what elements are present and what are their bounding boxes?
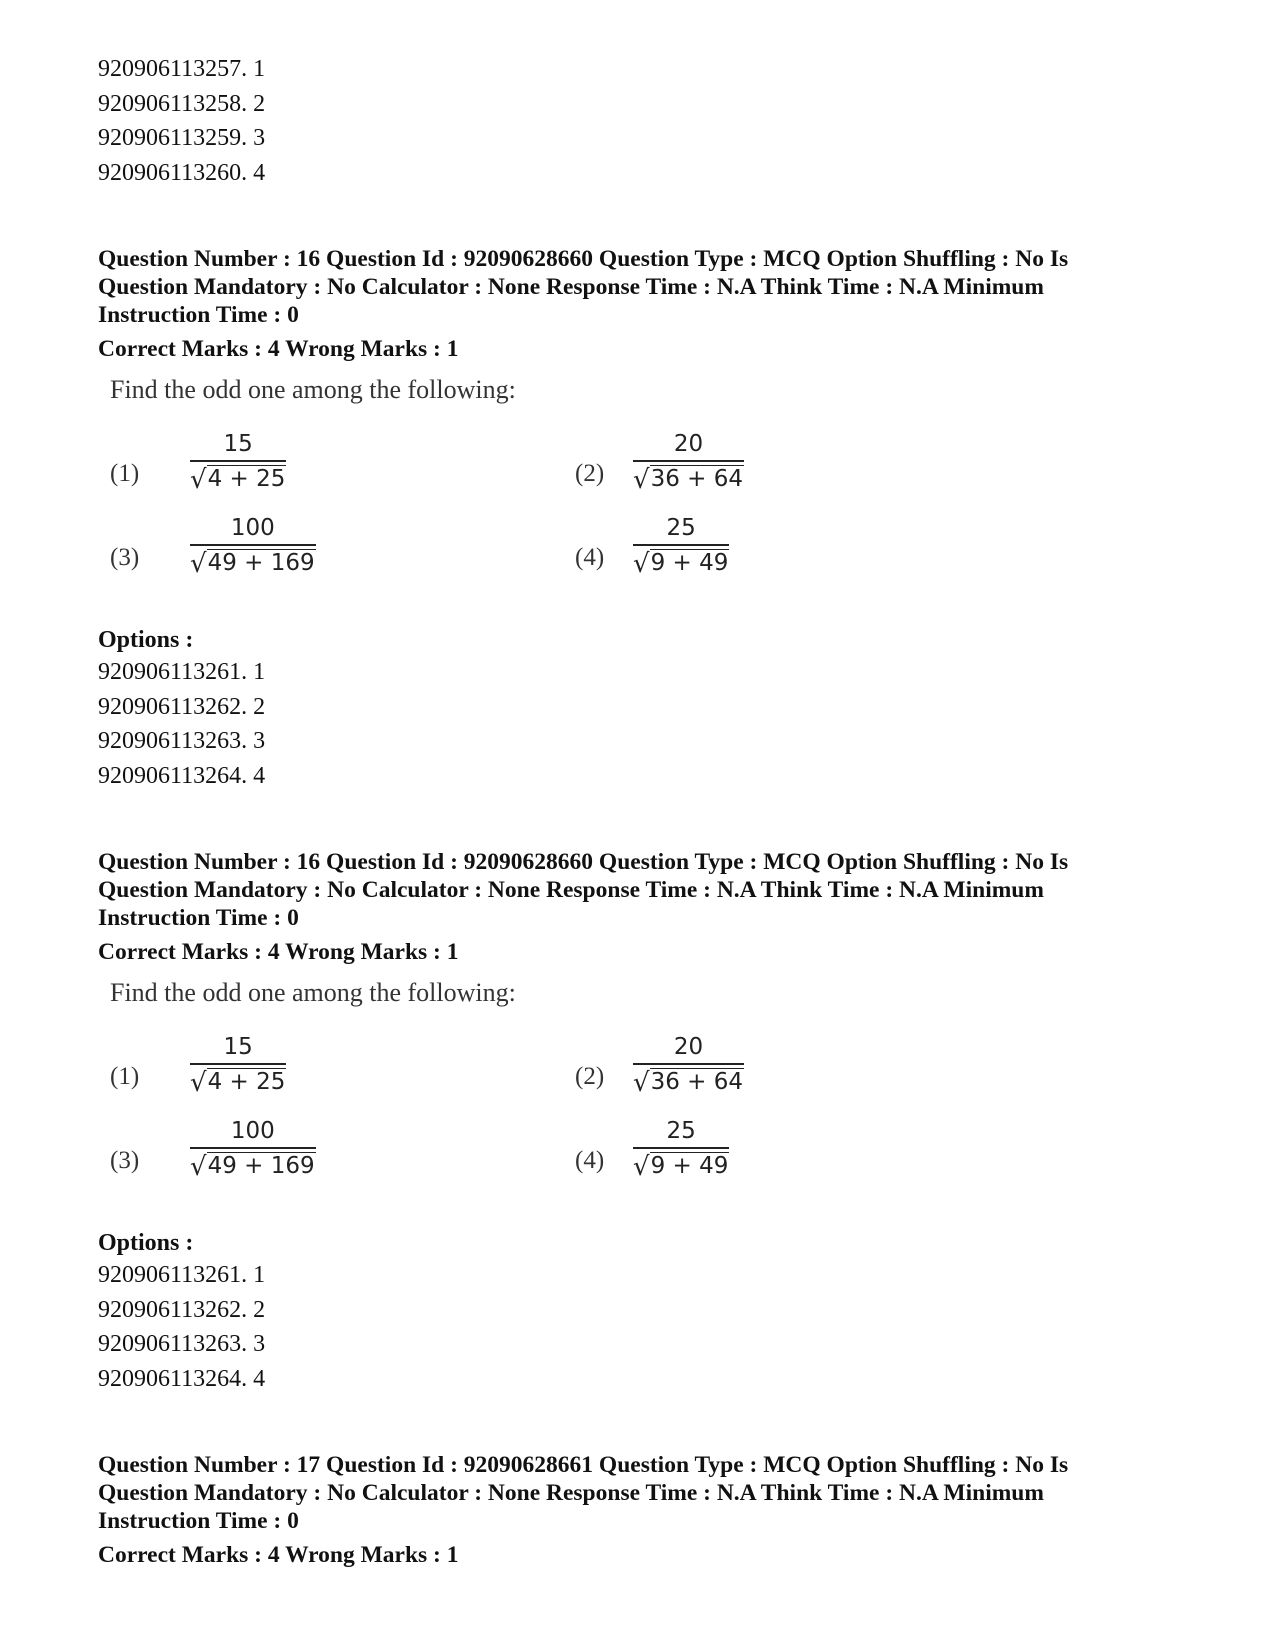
option-line: 920906113260. 4 bbox=[98, 159, 266, 186]
choice-number: (2) bbox=[575, 460, 605, 487]
choice-number: (4) bbox=[575, 544, 605, 571]
sqrt-icon: √ bbox=[190, 549, 207, 579]
question-header-line: Instruction Time : 0 bbox=[98, 1508, 299, 1534]
fraction bbox=[190, 1117, 316, 1181]
radicand: 36 + 64 bbox=[650, 466, 744, 492]
choice-number: (1) bbox=[110, 460, 140, 487]
question-header-line: Instruction Time : 0 bbox=[98, 905, 299, 931]
question-header-line: Question Number : 16 Question Id : 92090628660 Question Type : MCQ Option Shuffling : No Is bbox=[98, 849, 1069, 875]
radicand: 4 + 25 bbox=[207, 1069, 286, 1095]
choice-number: (4) bbox=[575, 1147, 605, 1174]
marks-line: Correct Marks : 4 Wrong Marks : 1 bbox=[98, 336, 459, 362]
previous-options-list bbox=[98, 52, 1178, 190]
choice-number: (2) bbox=[575, 1063, 605, 1090]
option-line: 920906113262. 2 bbox=[98, 1296, 266, 1323]
numerator: 20 bbox=[673, 1034, 704, 1060]
option-line: 920906113262. 2 bbox=[98, 693, 266, 720]
numerator: 15 bbox=[223, 1034, 253, 1060]
option-line: 920906113264. 4 bbox=[98, 762, 266, 789]
fraction bbox=[633, 430, 744, 494]
sqrt-icon: √ bbox=[190, 1152, 207, 1182]
marks-line: Correct Marks : 4 Wrong Marks : 1 bbox=[98, 1542, 459, 1568]
marks-line: Correct Marks : 4 Wrong Marks : 1 bbox=[98, 939, 459, 965]
fraction bbox=[633, 1117, 729, 1181]
sqrt-icon: √ bbox=[633, 1152, 650, 1182]
radicand: 36 + 64 bbox=[650, 1069, 744, 1095]
sqrt-icon: √ bbox=[633, 549, 650, 579]
question-header-line: Question Mandatory : No Calculator : None Response Time : N.A Think Time : N.A Minimum bbox=[98, 1480, 1044, 1506]
numerator: 100 bbox=[230, 1118, 275, 1144]
option-line: 920906113261. 1 bbox=[98, 659, 266, 685]
option-line: 920906113259. 3 bbox=[98, 125, 266, 151]
fraction bbox=[190, 514, 316, 578]
radicand: 9 + 49 bbox=[650, 1153, 729, 1179]
option-line: 920906113261. 1 bbox=[98, 1262, 266, 1288]
question-prompt: Find the odd one among the following: bbox=[110, 375, 516, 404]
sqrt-icon: √ bbox=[190, 465, 207, 495]
question-header-line: Instruction Time : 0 bbox=[98, 302, 299, 328]
sqrt-icon: √ bbox=[633, 465, 650, 495]
fraction bbox=[190, 430, 286, 494]
options-label: Options : bbox=[98, 1230, 194, 1256]
numerator: 25 bbox=[666, 515, 696, 541]
numerator: 15 bbox=[223, 431, 253, 457]
fraction bbox=[190, 1033, 286, 1097]
question-header-line: Question Number : 17 Question Id : 92090628661 Question Type : MCQ Option Shuffling : No Is bbox=[98, 1452, 1069, 1478]
option-line: 920906113263. 3 bbox=[98, 1331, 266, 1357]
question-prompt: Find the odd one among the following: bbox=[110, 978, 516, 1007]
choice-number: (3) bbox=[110, 544, 140, 571]
choice-number: (3) bbox=[110, 1147, 140, 1174]
question-header-line: Question Mandatory : No Calculator : None Response Time : N.A Think Time : N.A Minimum bbox=[98, 877, 1044, 903]
numerator: 25 bbox=[666, 1118, 696, 1144]
question-image bbox=[110, 978, 1178, 1208]
radicand: 49 + 169 bbox=[207, 1153, 315, 1179]
option-line: 920906113258. 2 bbox=[98, 90, 266, 117]
fraction bbox=[633, 514, 729, 578]
question-header-line: Question Number : 16 Question Id : 92090628660 Question Type : MCQ Option Shuffling : No Is bbox=[98, 246, 1069, 272]
option-line: 920906113264. 4 bbox=[98, 1365, 266, 1392]
fraction bbox=[633, 1033, 744, 1097]
numerator: 100 bbox=[230, 515, 275, 541]
question-block bbox=[98, 848, 1178, 1396]
radicand: 9 + 49 bbox=[650, 550, 729, 576]
sqrt-icon: √ bbox=[633, 1068, 650, 1098]
option-line: 920906113257. 1 bbox=[98, 56, 266, 82]
question-block bbox=[98, 1451, 1178, 1569]
document-page bbox=[98, 52, 1178, 1569]
options-label: Options : bbox=[98, 627, 194, 653]
sqrt-icon: √ bbox=[190, 1068, 207, 1098]
choice-number: (1) bbox=[110, 1063, 140, 1090]
question-header-line: Question Mandatory : No Calculator : None Response Time : N.A Think Time : N.A Minimum bbox=[98, 274, 1044, 300]
radicand: 4 + 25 bbox=[207, 466, 286, 492]
question-block bbox=[98, 245, 1178, 793]
option-line: 920906113263. 3 bbox=[98, 728, 266, 754]
numerator: 20 bbox=[673, 431, 704, 457]
radicand: 49 + 169 bbox=[207, 550, 315, 576]
question-image bbox=[110, 375, 1178, 605]
